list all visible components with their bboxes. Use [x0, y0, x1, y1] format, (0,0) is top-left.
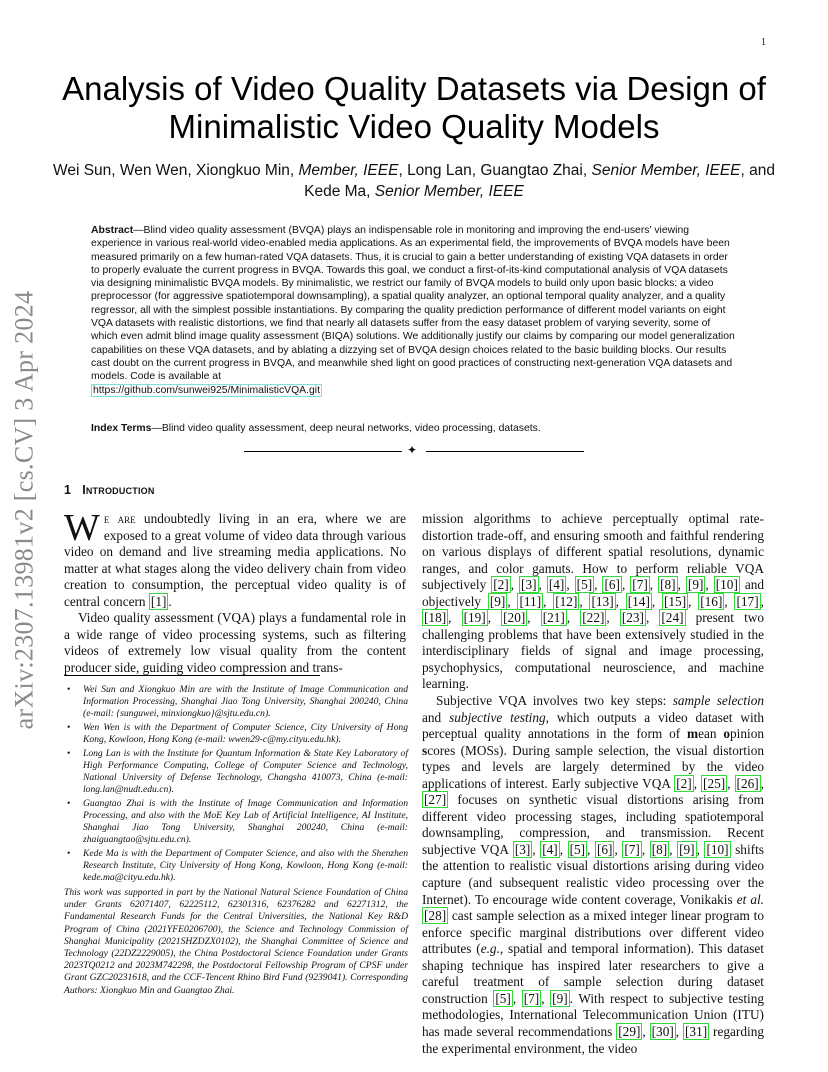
citation-link[interactable]: [5]	[569, 841, 586, 857]
citation-link[interactable]: [9]	[489, 593, 506, 609]
citation-link[interactable]: [8]	[660, 577, 676, 593]
paragraph-text: Subjective VQA involves two key steps:	[436, 693, 673, 709]
citation-link[interactable]: [18]	[424, 610, 447, 626]
paragraph-text: .	[168, 593, 172, 609]
paragraph-text: present two challenging problems that have been extensively studied in the interdisciplinary fields of signal and image processing, psychophysics, computational neuroscience, and machine learning.	[422, 610, 765, 692]
citation-group: [2] , [3] , [4] , [5] , [6] , [7] , [8] , [9] , [10]	[493, 577, 738, 593]
paragraph	[422, 511, 764, 693]
citation-link[interactable]: [29]	[618, 1023, 641, 1039]
paragraph: Video quality assessment (VQA) plays a fundamental role in a wide range of video processing systems, such as filtering videos of extremely low visual quality from the content producer side, guiding video compression and trans-	[64, 610, 406, 675]
footnote-item: • Long Lan is with the Institute for Quantum Information & State Key Laboratory of High Performance Computing, College of Computer Science and Technology, National University of Defense Technology, Changsha 410073, China (e-mail: long.lan@nudt.edu.cn).	[64, 748, 408, 796]
citation-link[interactable]: [6]	[604, 577, 620, 593]
author-names: , and	[740, 162, 776, 179]
footnote-item: • Guangtao Zhai is with the Institute of Image Communication and Information Processing, and also with the MoE Key Lab of Artificial Intelligence, AI Institute, Shanghai Jiao Tong University, Shanghai 200240, China (e-mail: zhaiguangtao@sjtu.edu.cn).	[64, 798, 408, 846]
citation-link[interactable]: [9]	[687, 577, 704, 593]
paragraph-text: . With respect to subjective testing methodologies, International Telecommunication Union (ITU) has made several recommendations	[422, 990, 765, 1039]
citation-link[interactable]: [27]	[424, 792, 447, 808]
section-heading	[64, 483, 155, 497]
right-column	[422, 511, 764, 1057]
footnote-item: • Kede Ma is with the Department of Computer Science, and also with the Shenzhen Research Institute, City University of Hong Kong, Kowloon, Hong Kong (e-mail: kede.ma@cityu.edu.hk).	[64, 848, 408, 884]
citation-link[interactable]: [1]	[150, 593, 167, 609]
citation-group: [2] , [25] , [26] , [27]	[424, 775, 764, 808]
title-line-2: Minimalistic Video Quality Models	[168, 108, 660, 145]
emphasis: sample selection	[672, 693, 764, 709]
citation-link[interactable]: [9]	[552, 990, 568, 1006]
title-line-1: Analysis of Video Quality Datasets via Design of	[62, 70, 766, 107]
section-separator	[244, 443, 584, 458]
emphasis: e.g.	[480, 941, 500, 957]
citation-link[interactable]: [16]	[700, 593, 723, 609]
footnote-rule	[64, 675, 320, 676]
separator-line	[426, 451, 584, 452]
paragraph-text: , spatial and temporal information). This dataset shaping technique has inspired later researchers to give a careful treatment of sample selection during dataset construction	[422, 941, 764, 1006]
author-names: Wei Sun, Wen Wen, Xiongkuo Min,	[52, 162, 299, 179]
footnote-item: • Wei Sun and Xiongkuo Min are with the Institute of Image Communication and Information Processing, Shanghai Jiao Tong University, Shanghai 200240, China (e-mail: {sunguwei, minxiongkuo}@sjtu.edu.cn).	[64, 684, 408, 720]
paragraph-text: focuses on synthetic visual distortions arising from different video processing stages, including spatiotemporal downsampling, compression, and transmission. Recent subjective VQA	[422, 792, 764, 857]
citation-link[interactable]: [17]	[736, 593, 759, 609]
citation-link[interactable]: [7]	[624, 841, 640, 857]
citation-link[interactable]: [21]	[542, 610, 565, 626]
citation-link[interactable]: [8]	[651, 841, 668, 857]
citation-link[interactable]: [7]	[632, 577, 648, 593]
paragraph-text: pinion	[730, 726, 764, 742]
paragraph-text: mission algorithms to achieve perceptually optimal rate-distortion trade-off, and ensuring smooth and faithful rendering on various displays of different spatial resolutions, dynamic ranges, and color gamuts. How to perform reliable VQA subjectively	[422, 511, 764, 593]
citation-link[interactable]: [24]	[661, 610, 684, 626]
citation-link[interactable]: [31]	[685, 1023, 708, 1039]
page-number: 1	[761, 37, 766, 48]
paragraph-text: shifts the attention to realistic visual distortions arising during video capture (and subsequent realistic video processing over the Internet). To encourage wide content coverage, Vonikakis	[422, 841, 764, 907]
citation-link[interactable]: [25]	[703, 775, 726, 791]
citation-group: [5] , [7] , [9]	[495, 990, 568, 1006]
citation-link[interactable]: [2]	[493, 577, 509, 593]
citation-link[interactable]: [10]	[706, 841, 729, 857]
citation-link[interactable]: [19]	[463, 610, 486, 626]
paragraph-text: ean	[698, 726, 724, 742]
emphasis: subjective testing	[449, 709, 546, 725]
left-column	[64, 507, 406, 676]
index-terms	[91, 422, 739, 435]
author-role: Senior Member, IEEE	[591, 162, 741, 179]
paragraph	[422, 693, 764, 1057]
citation-link[interactable]: [13]	[591, 593, 614, 609]
bold-letter: m	[686, 726, 699, 742]
citation-link[interactable]: [14]	[627, 593, 650, 609]
arxiv-id: arXiv:2307.13981v2 [cs.CV] 3 Apr 2024	[9, 290, 38, 730]
drop-cap: W	[64, 507, 100, 549]
citation-link[interactable]: [26]	[736, 775, 759, 791]
author-role: Member, IEEE	[298, 162, 399, 179]
code-link[interactable]: https://github.com/sunwei925/MinimalisticVQA.git	[93, 384, 320, 396]
citation-link[interactable]: [22]	[582, 610, 605, 626]
citation-link[interactable]: [28]	[424, 908, 447, 924]
index-terms-label: Index Terms	[91, 423, 152, 434]
citation-link[interactable]: [5]	[495, 990, 511, 1006]
citation-link[interactable]: [12]	[555, 593, 578, 609]
citation-link[interactable]: [15]	[663, 593, 687, 609]
smallcaps-lead: e are	[103, 511, 136, 526]
citation-link[interactable]: [30]	[651, 1023, 674, 1039]
affiliation-footnotes	[64, 684, 408, 886]
author-names: , Long Lan, Guangtao Zhai,	[398, 162, 592, 179]
citation-link[interactable]: [4]	[542, 841, 558, 857]
author-role: Senior Member, IEEE	[374, 183, 524, 200]
bold-letter: s	[422, 742, 428, 758]
citation-link[interactable]: [6]	[596, 841, 613, 857]
paragraph-text: cores (MOSs). During sample selection, the visual distortion types and levels are largely determined by the video applications of interest. Early subjective VQA	[422, 742, 764, 791]
citation-link[interactable]: [3]	[514, 841, 531, 857]
bold-letter: o	[723, 726, 731, 742]
citation-link[interactable]: [5]	[576, 577, 593, 593]
section-title: Introduction	[82, 483, 155, 497]
arxiv-watermark	[3, 250, 45, 770]
paragraph-text: and	[422, 709, 450, 725]
paragraph-text: , which outputs a video dataset with perceptual quality annotations in the form of	[422, 709, 764, 742]
paragraph-text: regarding the experimental environment, the video	[422, 1023, 764, 1056]
citation-group: [3] , [4] , [5] , [6] , [7] , [8] , [9] , [10]	[514, 841, 729, 857]
author-line-2	[50, 181, 778, 202]
citation-link[interactable]: [11]	[519, 593, 542, 609]
emphasis: et al.	[736, 891, 765, 907]
citation-link[interactable]: [23]	[621, 610, 644, 626]
index-terms-text: —Blind video quality assessment, deep neural networks, video processing, datasets.	[151, 423, 541, 434]
footnote-item: • Wen Wen is with the Department of Computer Science, City University of Hong Kong, Kowloon, Hong Kong (e-mail: wwen29-c@my.cityu.edu.hk).	[64, 722, 408, 746]
citation-group: [29] , [30] , [31]	[618, 1023, 708, 1039]
citation-link[interactable]: [20]	[503, 610, 526, 626]
paragraph	[64, 507, 406, 610]
author-list	[50, 160, 778, 202]
citation-link[interactable]: [7]	[523, 990, 540, 1006]
author-names: Kede Ma,	[304, 183, 375, 200]
citation-group: [9] , [11] , [12] , [13] , [14] , [15] , [16] , [17] , [18] , [19] , [20] , [21] , [22] , [23] , [24]	[424, 593, 764, 626]
paragraph-text: and objectively	[422, 577, 765, 609]
section-number: 1	[64, 483, 72, 497]
citation-link[interactable]: [4]	[548, 577, 565, 593]
paper-title	[40, 70, 788, 146]
separator-line	[244, 451, 402, 452]
diamond-icon: ✦	[407, 443, 418, 457]
paragraph-text: undoubtedly living in an era, where we are exposed to a great volume of video data through various video on demand and live streaming media applications. No matter at what stages along the video delivery chain from video creation to consumption, the perceptual video quality is of central concern	[64, 511, 406, 609]
funding-note: This work was supported in part by the National Natural Science Foundation of China under Grants 62071407, 62225112, 62301316, 62376282 and 62271312, the Fundamental Research Funds for the Central Universities, the National Key R&D Program of China (2021YFE0206700), the Science and Technology Commission of Shanghai Municipality (2021SHZDZX0102), the Shanghai Committee of Science and Technology (22DZ2229005), the China Postdoctoral Science Foundation under Grants 2023TQ0212 and 2023M742298, the Postdoctoral Fellowship Program of CPSF under Grant GZC20231618, and the CCF-Tencent Rhino Bird Fund (9239041). Corresponding Authors: Xiongkuo Min and Guangtao Zhai.	[64, 887, 408, 996]
author-line-1	[50, 160, 778, 181]
abstract	[91, 224, 739, 397]
citation-link[interactable]: [3]	[521, 577, 537, 593]
citation-link[interactable]: [2]	[676, 775, 692, 791]
citation-link[interactable]: [10]	[715, 577, 738, 593]
abstract-text: —Blind video quality assessment (BVQA) plays an indispensable role in monitoring and improving the end-users' viewing experience in various real-world video-enabled media applications. As an experimental field, the improvements of BVQA models have been measured primarily on a few human-rated VQA datasets. Thus, it is crucial to gain a better understanding of existing VQA datasets in order to properly evaluate the current progress in BVQA. Towards this goal, we conduct a first-of-its-kind computational analysis of VQA datasets via designing minimalistic BVQA models. By minimalistic, we restrict our family of BVQA models to build only upon basic blocks: a video preprocessor (for aggressive spatiotemporal downsampling), a spatial quality analyzer, an optional temporal quality analyzer, and a quality regressor, all with the simplest possible instantiations. By comparing the quality prediction performance of different model variants on eight VQA datasets with realistic distortions, we find that nearly all datasets suffer from the easy dataset problem of varying severity, some of which even admit blind image quality assessment (BIQA) solutions. We additionally justify our claims by comparing our model generalization capabilities on these VQA datasets, and by ablating a dizzying set of BVQA design choices related to the basic building blocks. Our results cast doubt on the current progress in BVQA, and meanwhile shed light on good practices of constructing next-generation VQA datasets and models. Code is available at	[91, 225, 735, 383]
citation-link[interactable]: [9]	[679, 841, 695, 857]
paragraph-text: cast sample selection as a mixed integer linear program to enforce specific marginal distributions over different video attributes (	[422, 908, 764, 957]
abstract-label: Abstract	[91, 225, 134, 236]
